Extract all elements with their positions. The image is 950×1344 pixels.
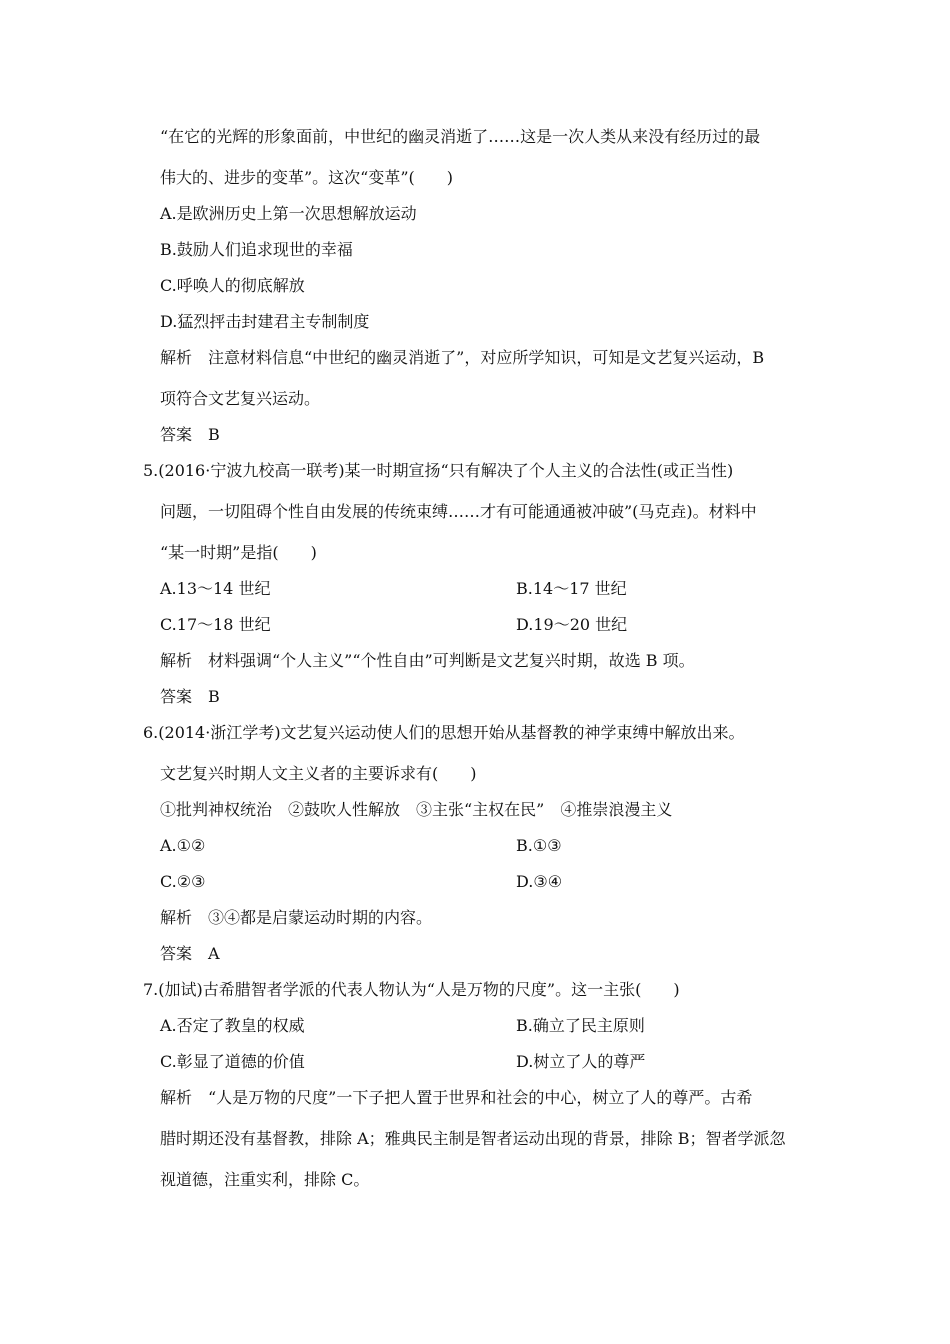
q4-stem-line2: 伟大的、进步的变革”。这次“变革”( ) [160, 168, 454, 187]
q5-stem-line3: “某一时期”是指( ) [160, 543, 317, 562]
q5-option-b: B.14～17 世纪 [516, 579, 627, 598]
q5-answer: 答案 B [160, 687, 220, 706]
q6-stem-line1: 6.(2014·浙江学考)文艺复兴运动使人们的思想开始从基督教的神学束缚中解放出来。 [143, 723, 745, 742]
q5-option-c: C.17～18 世纪 [160, 615, 271, 634]
q7-analysis-line1: 解析 “人是万物的尺度”一下子把人置于世界和社会的中心，树立了人的尊严。古希 [160, 1088, 753, 1107]
q6-option-a: A.①② [160, 836, 206, 855]
q5-option-a: A.13～14 世纪 [160, 579, 271, 598]
q7-stem: 7.(加试)古希腊智者学派的代表人物认为“人是万物的尺度”。这一主张( ) [143, 980, 680, 999]
q7-option-a: A.否定了教皇的权威 [160, 1016, 305, 1035]
q7-option-c: C.彰显了道德的价值 [160, 1052, 305, 1071]
q5-stem-line2: 问题，一切阻碍个性自由发展的传统束缚……才有可能通通被冲破”(马克垚)。材料中 [160, 502, 757, 521]
q4-analysis-line2: 项符合文艺复兴运动。 [160, 389, 321, 408]
q4-option-a: A.是欧洲历史上第一次思想解放运动 [160, 204, 417, 223]
q6-option-c: C.②③ [160, 872, 206, 891]
q5-stem-line1: 5.(2016·宁波九校高一联考)某一时期宣扬“只有解决了个人主义的合法性(或正当性) [143, 461, 734, 480]
q7-option-d: D.树立了人的尊严 [516, 1052, 646, 1071]
q6-option-d: D.③④ [516, 872, 563, 891]
q4-option-d: D.猛烈抨击封建君主专制制度 [160, 312, 370, 331]
q6-items: ①批判神权统治 ②鼓吹人性解放 ③主张“主权在民” ④推崇浪漫主义 [160, 800, 673, 819]
q6-stem-line2: 文艺复兴时期人文主义者的主要诉求有( ) [160, 764, 477, 783]
q5-option-d: D.19～20 世纪 [516, 615, 628, 634]
q4-answer: 答案 B [160, 425, 220, 444]
q6-answer: 答案 A [160, 944, 220, 963]
q5-analysis: 解析 材料强调“个人主义”“个性自由”可判断是文艺复兴时期，故选 B 项。 [160, 651, 695, 670]
q4-option-b: B.鼓励人们追求现世的幸福 [160, 240, 353, 259]
q4-option-c: C.呼唤人的彻底解放 [160, 276, 305, 295]
q4-stem-line1: “在它的光辉的形象面前，中世纪的幽灵消逝了……这是一次人类从来没有经历过的最 [160, 127, 761, 146]
q7-analysis-line3: 视道德，注重实利，排除 C。 [160, 1170, 370, 1189]
q7-option-b: B.确立了民主原则 [516, 1016, 645, 1035]
q6-option-b: B.①③ [516, 836, 562, 855]
q6-analysis: 解析 ③④都是启蒙运动时期的内容。 [160, 908, 433, 927]
q7-analysis-line2: 腊时期还没有基督教，排除 A；雅典民主制是智者运动出现的背景，排除 B；智者学派忽 [160, 1129, 786, 1148]
q4-analysis-line1: 解析 注意材料信息“中世纪的幽灵消逝了”，对应所学知识，可知是文艺复兴运动，B [160, 348, 765, 367]
